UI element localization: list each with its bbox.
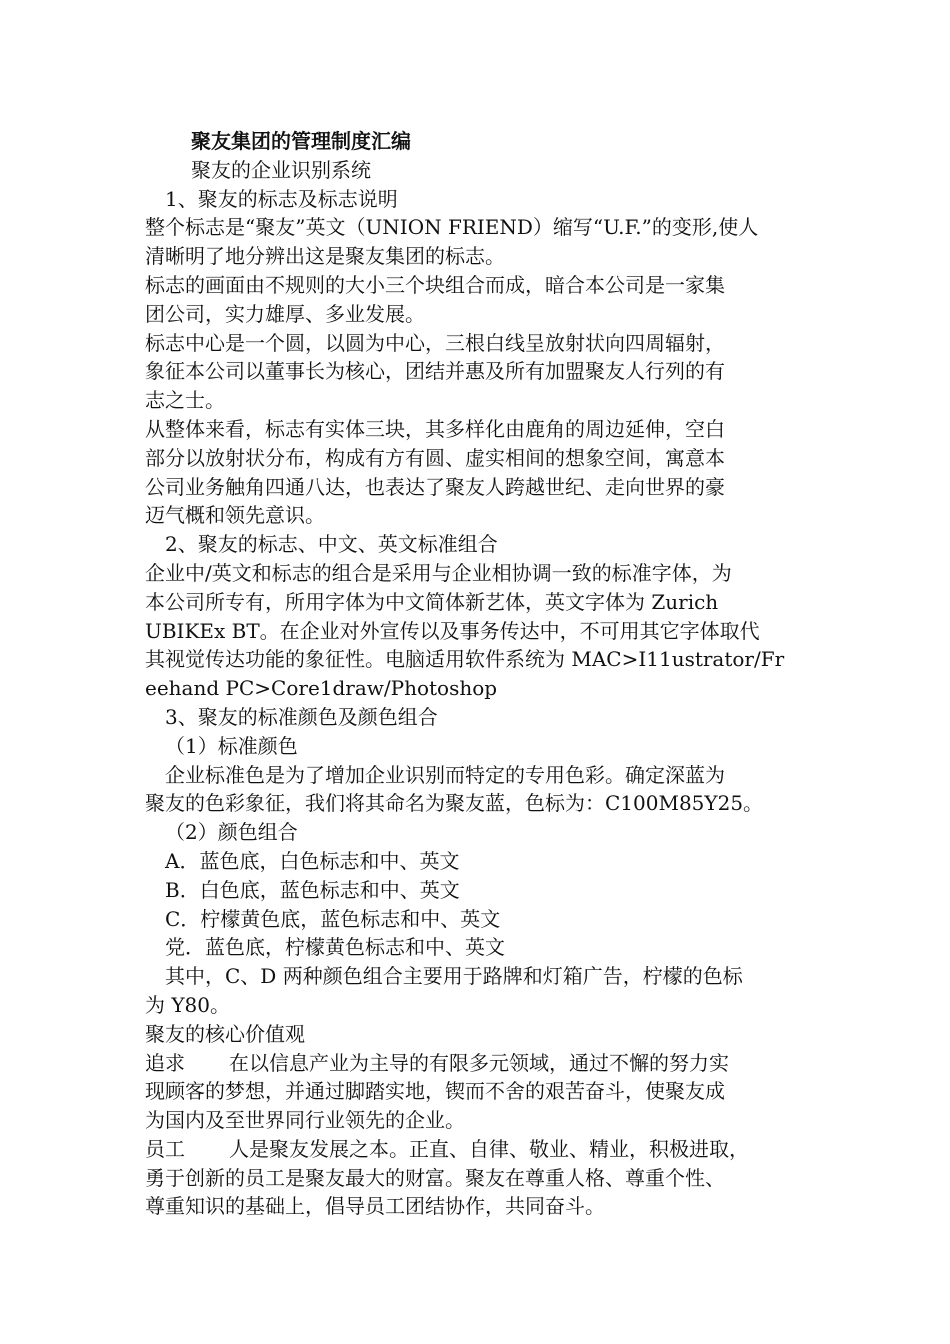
section3-subheading-standard-color: （1）标准颜色 [165,733,298,758]
text-line: 其视觉传达功能的象征性。电脑适用软件系统为 MAC>I11ustrator/Fr [145,647,785,672]
text-line: 迈气概和领先意识。 [145,503,325,528]
text-line: 为 Y80。 [145,992,231,1017]
document-title: 聚友集团的管理制度汇编 [191,129,411,153]
text-line: 为国内及至世界同行业领先的企业。 [145,1108,465,1133]
text-line [145,1135,810,1164]
section2-heading: 2、聚友的标志、中文、英文标准组合 [165,532,498,557]
section3-subheading-color-combination: （2）颜色组合 [165,820,298,845]
section3-paragraph-2 [145,962,810,1020]
text-line: 标志中心是一个圆，以圆为中心，三根白线呈放射状向四周辐射， [145,330,725,355]
document-body [145,127,810,1221]
core-values-staff [145,1135,810,1221]
section1-heading: 1、聚友的标志及标志说明 [165,186,398,211]
text-line: 从整体来看，标志有实体三块，其多样化由鹿角的周边延伸，空白 [145,416,725,441]
text-line [145,1049,810,1078]
text-line: 团公司，实力雄厚、多业发展。 [145,301,425,326]
section1-paragraph-2 [145,271,810,329]
staff-label: 员工 [145,1136,185,1161]
text-line: UBIKEx BT。在企业对外宣传以及事务传达中，不可用其它字体取代 [145,618,760,643]
color-combination-item: C．柠檬黄色底，蓝色标志和中、英文 [165,906,501,931]
text-line: 企业标准色是为了增加企业识别而特定的专用色彩。确定深蓝为 [165,762,725,787]
document-subtitle: 聚友的企业识别系统 [191,157,371,182]
text-line: 尊重知识的基础上，倡导员工团结协作，共同奋斗。 [145,1194,605,1219]
text-line: 聚友的色彩象征，我们将其命名为聚友蓝，色标为：C100M85Y25。 [145,791,764,816]
text-line: 象征本公司以董事长为核心，团结并惠及所有加盟聚友人行列的有 [145,359,725,384]
pursuit-label: 追求 [145,1050,185,1075]
text-line: eehand PC>Core1draw/Photoshop [145,676,498,701]
core-values-heading: 聚友的核心价值观 [145,1021,305,1046]
text-line: 清晰明了地分辨出这是聚友集团的标志。 [145,244,505,269]
text-line: 志之士。 [145,388,225,413]
text-line: 本公司所专有，所用字体为中文简体新艺体，英文字体为 Zurich [145,589,719,614]
color-combination-item: A．蓝色底，白色标志和中、英文 [165,848,460,873]
section1-paragraph-1 [145,213,810,271]
color-combination-item: B．白色底，蓝色标志和中、英文 [165,877,460,902]
text-line: 勇于创新的员工是聚友最大的财富。聚友在尊重人格、尊重个性、 [145,1165,725,1190]
text-line: 公司业务触角四通八达，也表达了聚友人跨越世纪、走向世界的豪 [145,474,725,499]
staff-text: 人是聚友发展之本。正直、自律、敬业、精业，积极进取， [229,1136,749,1161]
color-combination-item: 党．蓝色底，柠檬黄色标志和中、英文 [165,935,505,960]
section1-paragraph-4 [145,415,810,530]
section2-paragraph-1 [145,559,810,703]
text-line: 现顾客的梦想，并通过脚踏实地，锲而不舍的艰苦奋斗，使聚友成 [145,1079,725,1104]
section1-paragraph-3 [145,329,810,415]
text-line: 整个标志是“聚友”英文（UNION FRIEND）缩写“U.F.”的变形,使人 [145,215,759,240]
text-line: 企业中/英文和标志的组合是采用与企业相协调一致的标准字体，为 [145,560,732,585]
pursuit-text: 在以信息产业为主导的有限多元领域，通过不懈的努力实 [229,1050,729,1075]
core-values-pursuit [145,1049,810,1135]
text-line: 部分以放射状分布，构成有方有圆、虚实相间的想象空间，寓意本 [145,445,725,470]
text-line: 其中，C、D 两种颜色组合主要用于路牌和灯箱广告，柠檬的色标 [165,964,743,989]
section3-paragraph-1 [145,761,810,819]
section3-heading: 3、聚友的标准颜色及颜色组合 [165,704,438,729]
text-line: 标志的画面由不规则的大小三个块组合而成，暗合本公司是一家集 [145,272,725,297]
